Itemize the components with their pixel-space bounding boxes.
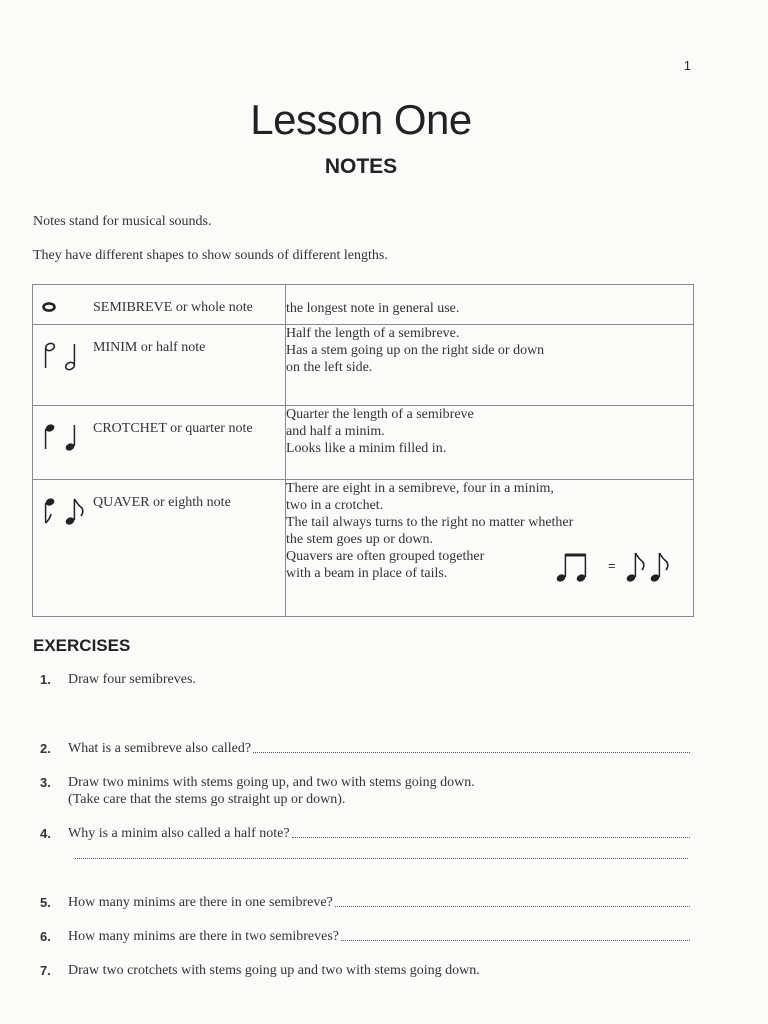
- exercise-number: 4.: [40, 826, 51, 841]
- exercise-number: 7.: [40, 963, 51, 978]
- table-row: [33, 406, 694, 480]
- description-line: the stem goes up or down.: [286, 532, 433, 547]
- note-cell: [33, 325, 286, 406]
- answer-line[interactable]: [292, 825, 690, 838]
- note-name: MINIM or half note: [93, 340, 206, 355]
- table-row: [33, 285, 694, 325]
- notes-table: [32, 284, 694, 617]
- minim-icon: [41, 337, 87, 377]
- table-row: [33, 325, 694, 406]
- note-name: SEMIBREVE or whole note: [93, 300, 253, 315]
- exercise-number: 3.: [40, 775, 51, 790]
- exercises-heading: EXERCISES: [33, 636, 131, 655]
- note-name: QUAVER or eighth note: [93, 495, 231, 510]
- description-line: Quavers are often grouped together: [286, 549, 485, 564]
- exercise-text: How many minims are there in one semibreve?: [68, 895, 333, 910]
- equals-sign: =: [608, 558, 616, 573]
- table-row: [33, 480, 694, 617]
- exercise-text: What is a semibreve also called?: [68, 741, 252, 756]
- description-line: the longest note in general use.: [286, 301, 460, 316]
- exercise-text: Why is a minim also called a half note?: [68, 826, 290, 841]
- description-cell: [286, 285, 694, 325]
- exercise-line: [68, 894, 690, 911]
- description-cell: [286, 325, 694, 406]
- intro-paragraph: Notes stand for musical sounds.: [33, 214, 212, 229]
- page-title: Lesson One: [250, 96, 472, 143]
- exercise-number: 1.: [40, 672, 51, 687]
- description-line: There are eight in a semibreve, four in a minim,: [286, 481, 554, 496]
- quaver-icon: [41, 492, 87, 532]
- exercise-text: Draw two minims with stems going up, and two with stems going down.: [68, 775, 475, 790]
- description-line: and half a minim.: [286, 424, 385, 439]
- exercise-text: Draw two crotchets with stems going up and two with stems going down.: [68, 963, 480, 978]
- exercise-number: 5.: [40, 895, 51, 910]
- exercise-text: (Take care that the stems go straight up or down).: [68, 792, 346, 807]
- description-line: with a beam in place of tails.: [286, 566, 448, 581]
- answer-line[interactable]: [253, 740, 690, 753]
- description-line: Quarter the length of a semibreve: [286, 407, 474, 422]
- beamed-quavers-icon: [553, 546, 681, 586]
- description-line: Half the length of a semibreve.: [286, 326, 460, 341]
- semibreve-icon: [41, 301, 61, 313]
- answer-line[interactable]: [335, 894, 690, 907]
- description-line: Looks like a minim filled in.: [286, 441, 447, 456]
- note-cell: [33, 406, 286, 480]
- intro-paragraph: They have different shapes to show sounds of different lengths.: [33, 248, 388, 263]
- exercise-number: 2.: [40, 741, 51, 756]
- exercise-line: [68, 825, 690, 842]
- note-cell: [33, 285, 286, 325]
- description-line: Has a stem going up on the right side or down: [286, 343, 545, 358]
- description-cell: [286, 406, 694, 480]
- answer-line[interactable]: [75, 858, 688, 859]
- page-number: 1: [683, 58, 691, 73]
- crotchet-icon: [41, 418, 87, 458]
- note-cell: [33, 480, 286, 617]
- page-subtitle: NOTES: [324, 155, 398, 178]
- description-line: on the left side.: [286, 360, 373, 375]
- exercise-number: 6.: [40, 929, 51, 944]
- note-name: CROTCHET or quarter note: [93, 421, 253, 436]
- description-line: two in a crotchet.: [286, 498, 384, 513]
- description-line: The tail always turns to the right no matter whether: [286, 515, 574, 530]
- exercise-text: How many minims are there in two semibreves?: [68, 929, 339, 944]
- exercise-line: [68, 928, 690, 945]
- exercise-line: [68, 774, 690, 808]
- description-cell: [286, 480, 694, 617]
- exercise-line: [68, 740, 690, 757]
- exercise-text: Draw four semibreves.: [68, 672, 196, 687]
- answer-line[interactable]: [341, 928, 690, 941]
